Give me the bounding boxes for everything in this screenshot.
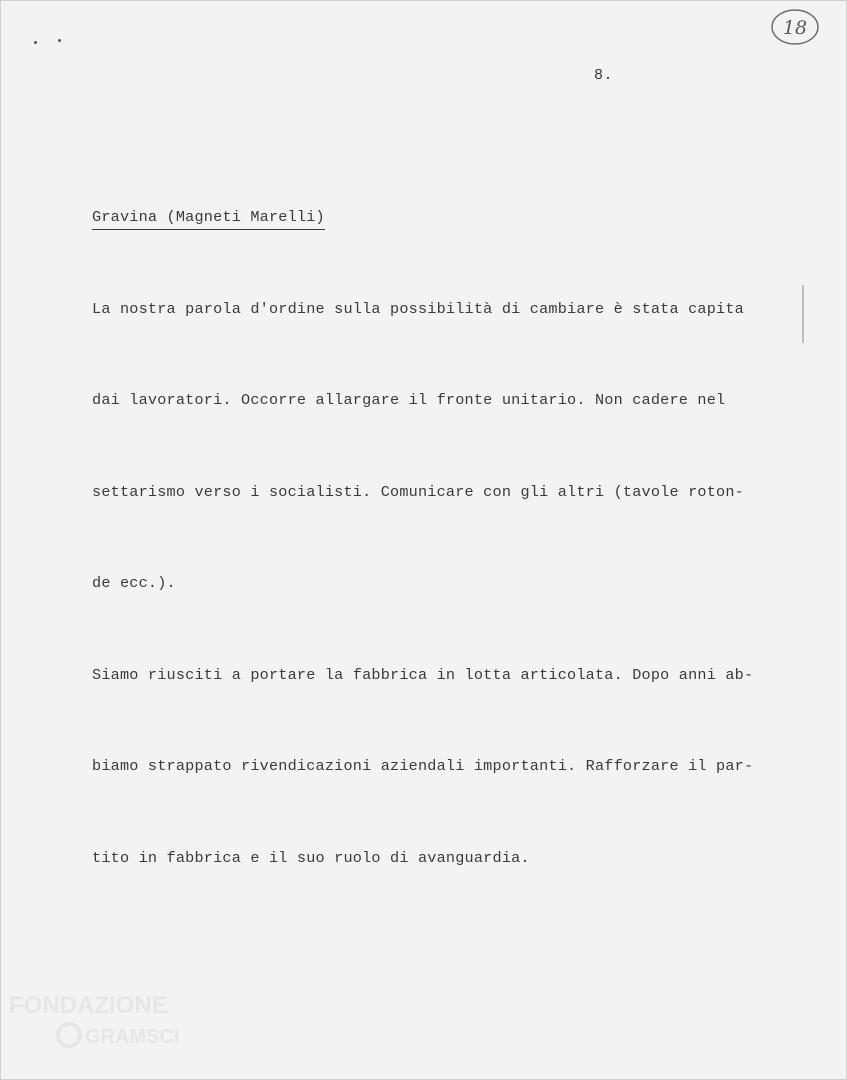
typed-text [92,141,812,934]
text-line: Siamo riusciti a portare la fabbrica in lotta articolata. Dopo anni ab- [92,665,754,684]
folio-number [770,7,820,47]
text-line: de ecc.). [92,574,176,592]
text-line: biamo strappato rivendicazioni aziendali importanti. Rafforzare il par- [92,757,754,775]
text-line: La nostra parola d'ordine sulla possibilità di cambiare è stata capita [92,299,744,318]
paper-speck [34,41,37,44]
text-line: tito in fabbrica e il suo ruolo di avanguardia. [92,848,530,867]
watermark-line-2: GRAMSCI [85,1026,180,1048]
folio-circle-icon [770,7,820,47]
fondazione-gramsci-watermark-icon [9,989,219,1049]
heading-line [92,202,812,233]
page-number: 8. [594,67,614,84]
paper-speck [58,39,61,42]
section-heading: Gravina (Magneti Marelli) [92,205,325,230]
margin-bar-mark-icon [798,285,808,345]
watermark-line-1: FONDAZIONE [9,992,168,1019]
text-line: settarismo verso i socialisti. Comunicare con gli altri (tavole roton- [92,482,744,501]
text-line: dai lavoratori. Occorre allargare il fronte unitario. Non cadere nel [92,391,726,409]
folio-number-text: 18 [782,17,808,39]
